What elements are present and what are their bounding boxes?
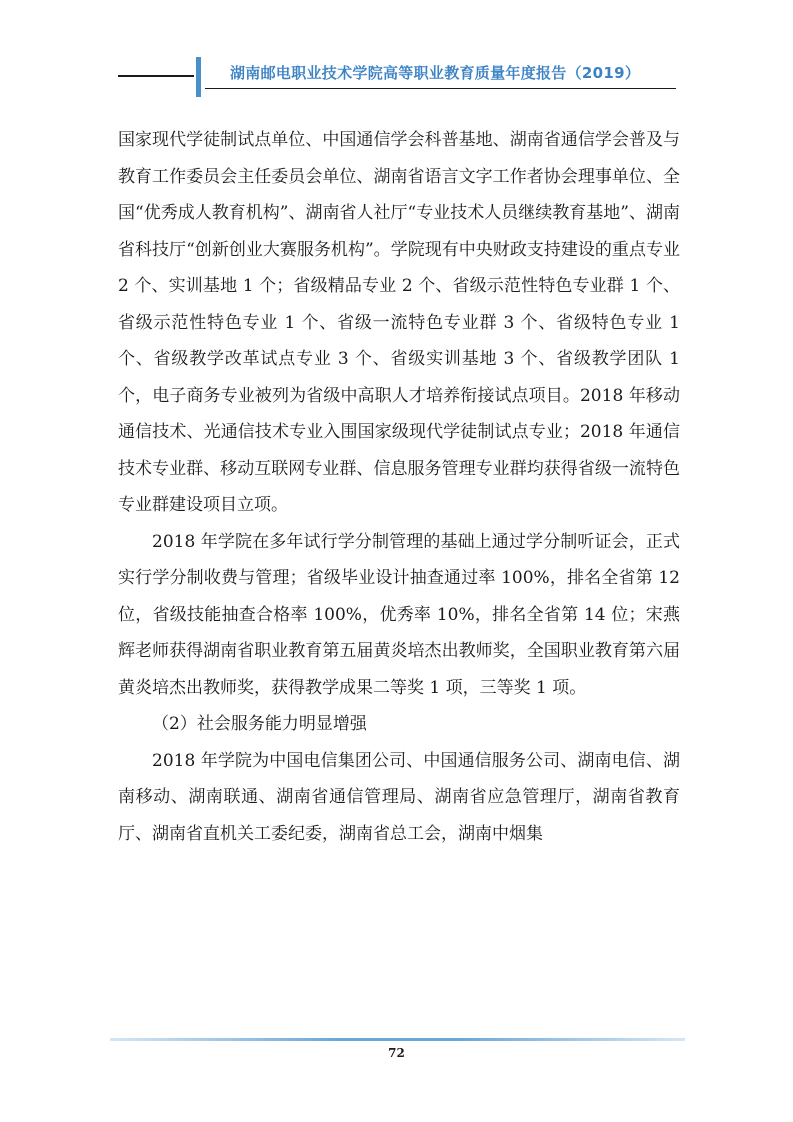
footer-rule	[110, 1038, 685, 1041]
header-accent-bar	[196, 57, 201, 97]
body-paragraph-1: 国家现代学徒制试点单位、中国通信学会科普基地、湖南省通信学会普及与教育工作委员会主任委员会单位、湖南省语言文字工作者协会理事单位、全国“优秀成人教育机构”、湖南省人社厅“专业技术人员继续教育基地”、湖南省科技厅“创新创业大赛服务机构”。学院现有中央财政支持建设的重点专业 2 个、实训基地 1 个；省级精品专业 2 个、省级示范性特色专业群 1 个、省级示范性特色专业 1 个、省级一流特色专业群 3 个、省级特色专业 1 个、省级教学改革试点专业 3 个、省级实训基地 3 个、省级教学团队 1 个，电子商务专业被列为省级中高职人才培养衔接试点项目。2018 年移动通信技术、光通信技术专业入围国家级现代学徒制试点专业；2018 年通信技术专业群、移动互联网专业群、信息服务管理专业群均获得省级一流特色专业群建设项目立项。	[118, 130, 680, 515]
header-left-rule	[118, 75, 194, 77]
running-header-title: 湖南邮电职业技术学院高等职业教育质量年度报告（2019）	[230, 64, 641, 82]
body-paragraph-2: 2018 年学院在多年试行学分制管理的基础上通过学分制听证会，正式实行学分制收费与管理；省级毕业设计抽查通过率 100%，排名全省第 12 位，省级技能抽查合格率 100%，优秀率 10%，排名全省第 14 位；宋燕辉老师获得湖南省职业教育第五届黄炎培杰出教师奖，全国职业教育第六届黄炎培杰出教师奖，获得教学成果二等奖 1 项，三等奖 1 项。	[118, 531, 680, 698]
section-subheading: （2）社会服务能力明显增强	[152, 714, 367, 734]
page-body	[118, 122, 680, 852]
page-number: 72	[388, 1046, 405, 1060]
header-right-rule	[205, 88, 676, 89]
body-paragraph-3: 2018 年学院为中国电信集团公司、中国通信服务公司、湖南电信、湖南移动、湖南联通、湖南省通信管理局、湖南省应急管理厅，湖南省教育厅、湖南省直机关工委纪委，湖南省总工会，湖南中烟集	[118, 750, 680, 844]
